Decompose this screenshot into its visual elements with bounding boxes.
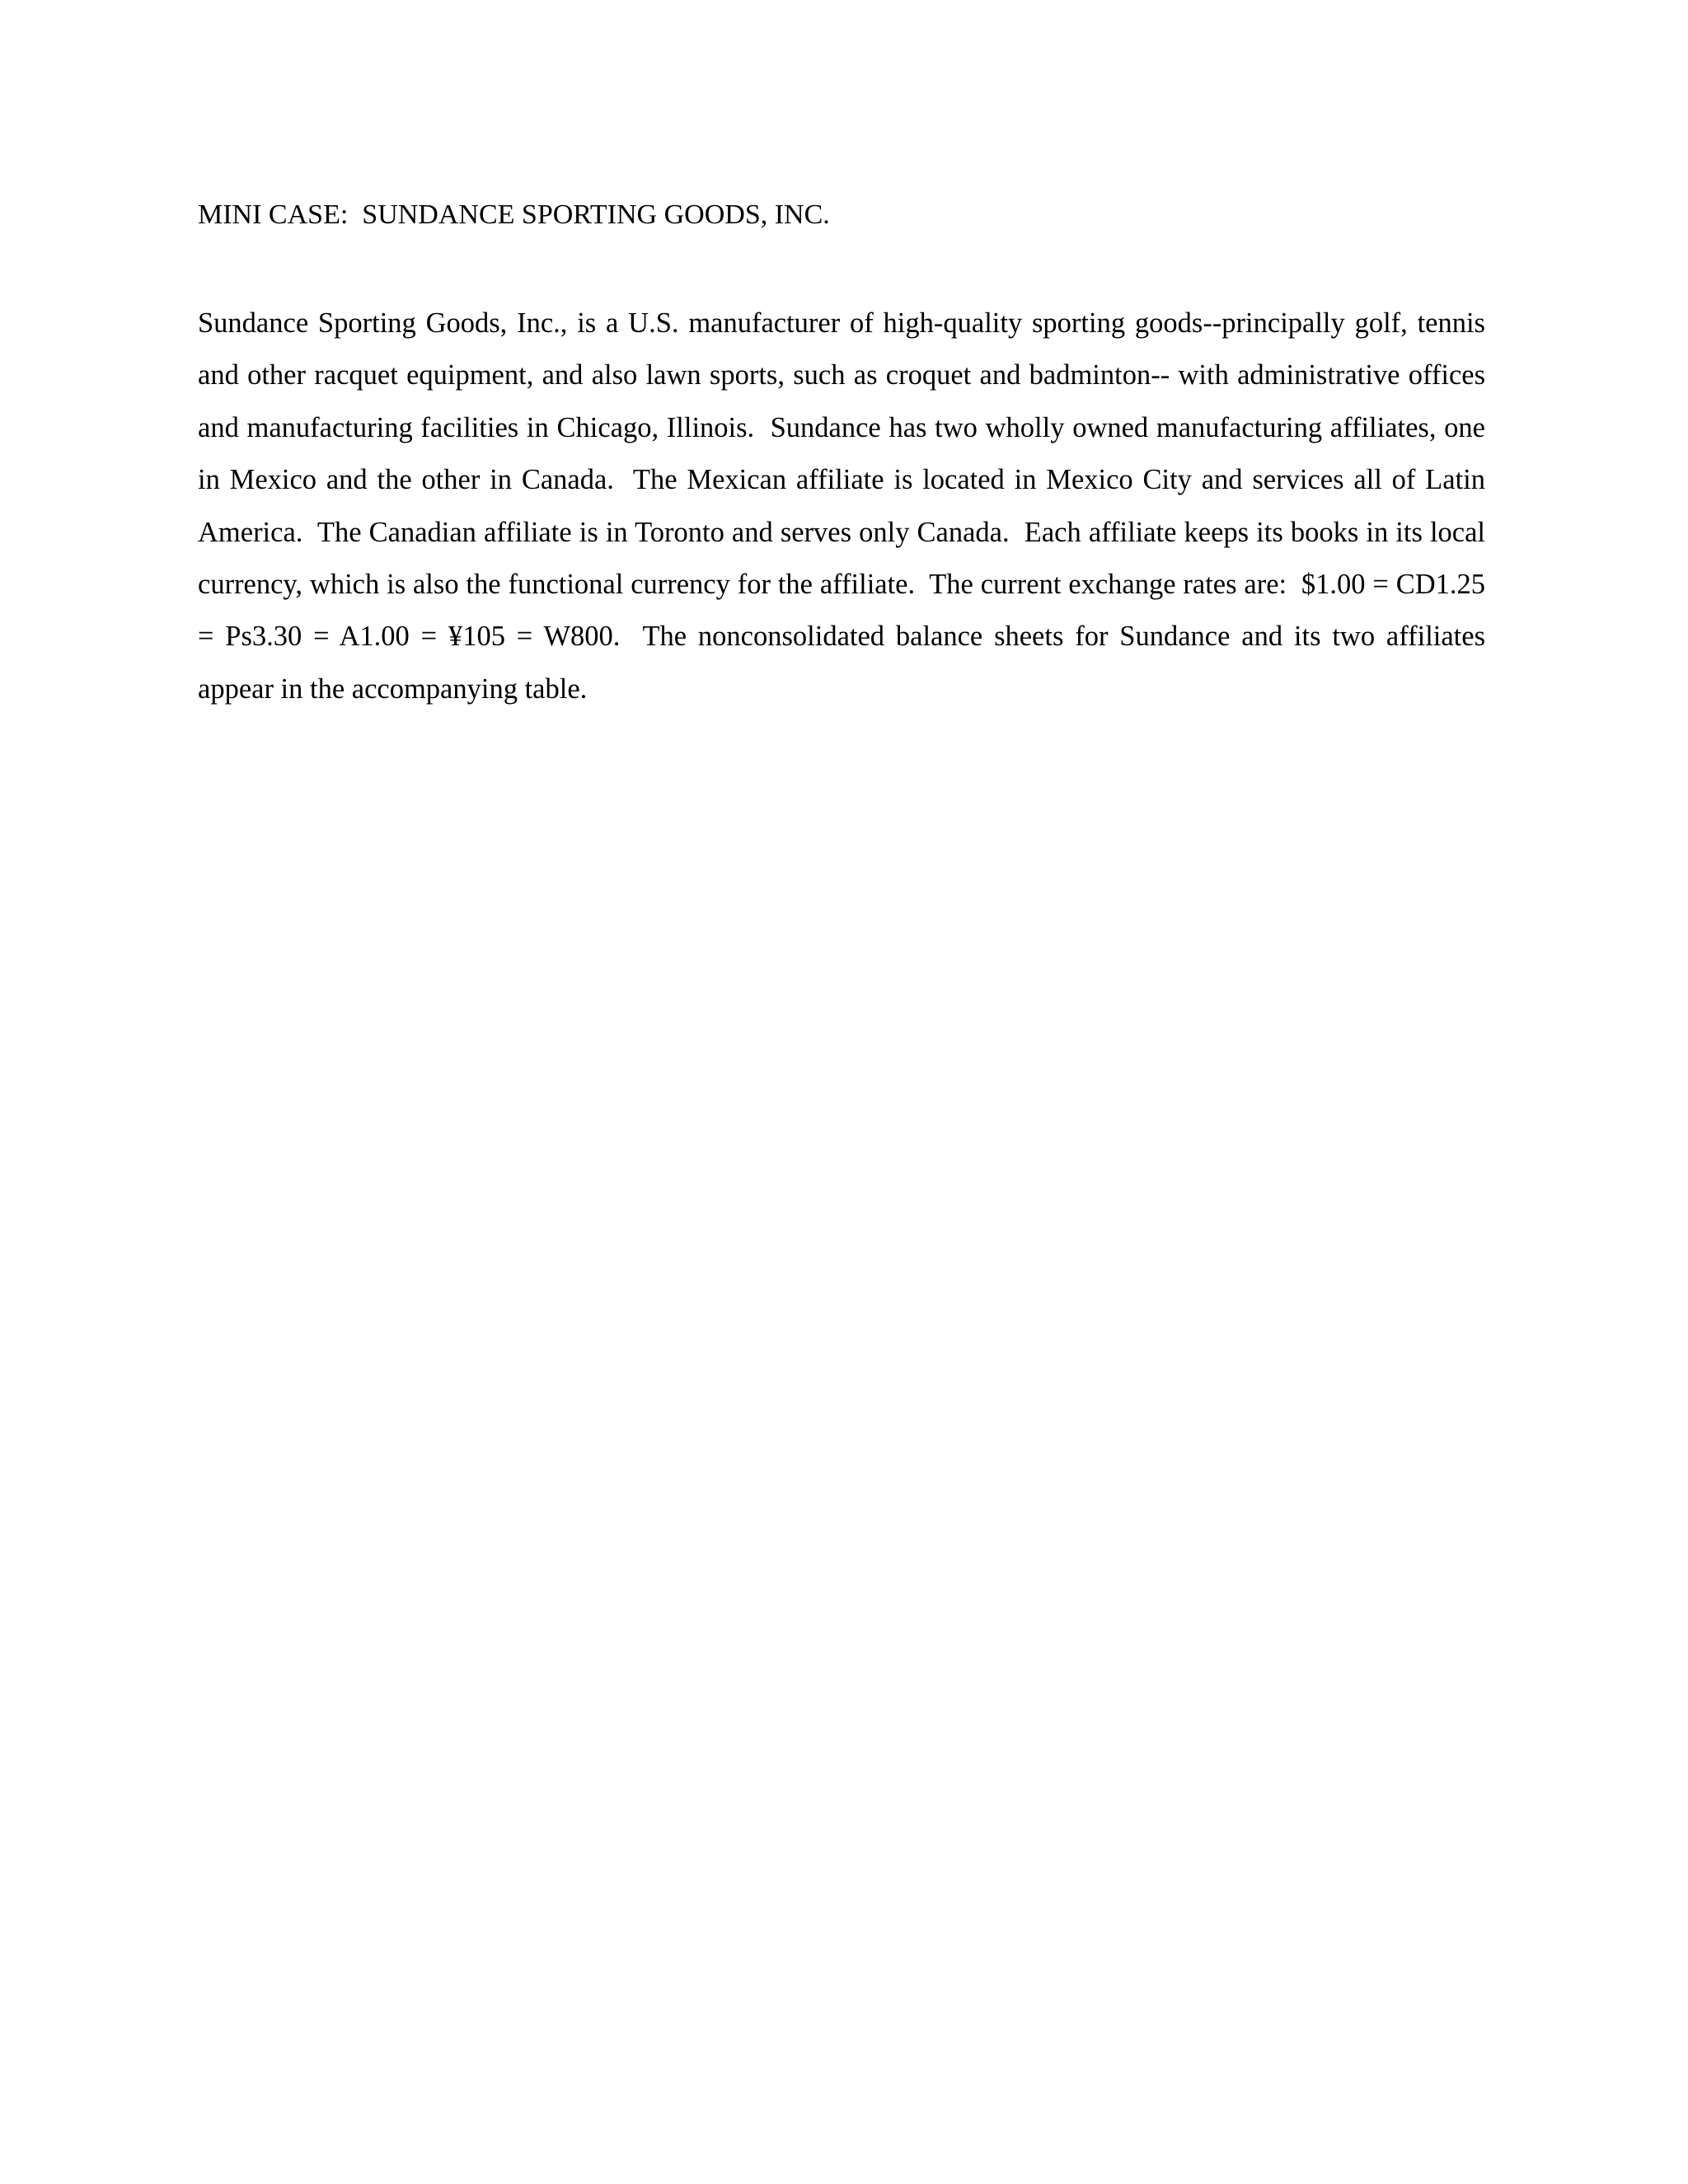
document-heading: MINI CASE: SUNDANCE SPORTING GOODS, INC. <box>198 199 830 230</box>
document-content <box>198 194 1493 715</box>
document-paragraph: Sundance Sporting Goods, Inc., is a U.S. manufacturer of high-quality sporting goods--principally golf, tennis and other racquet equipment, and also lawn sports, such as croquet and badminton-- with administrative offices and manufacturing facilities in Chicago, Illinois. Sundance has two wholly owned manufacturing affiliates, one in Mexico and the other in Canada. The Mexican affiliate is located in Mexico City and services all of Latin America. The Canadian affiliate is in Toronto and serves only Canada. Each affiliate keeps its books in its local currency, which is also the functional currency for the affiliate. The current exchange rates are: $1.00 = CD1.25 = Ps3.30 = A1.00 = ¥105 = W800. The nonconsolidated balance sheets for Sundance and its two affiliates appear in the accompanying table. <box>198 307 1493 705</box>
